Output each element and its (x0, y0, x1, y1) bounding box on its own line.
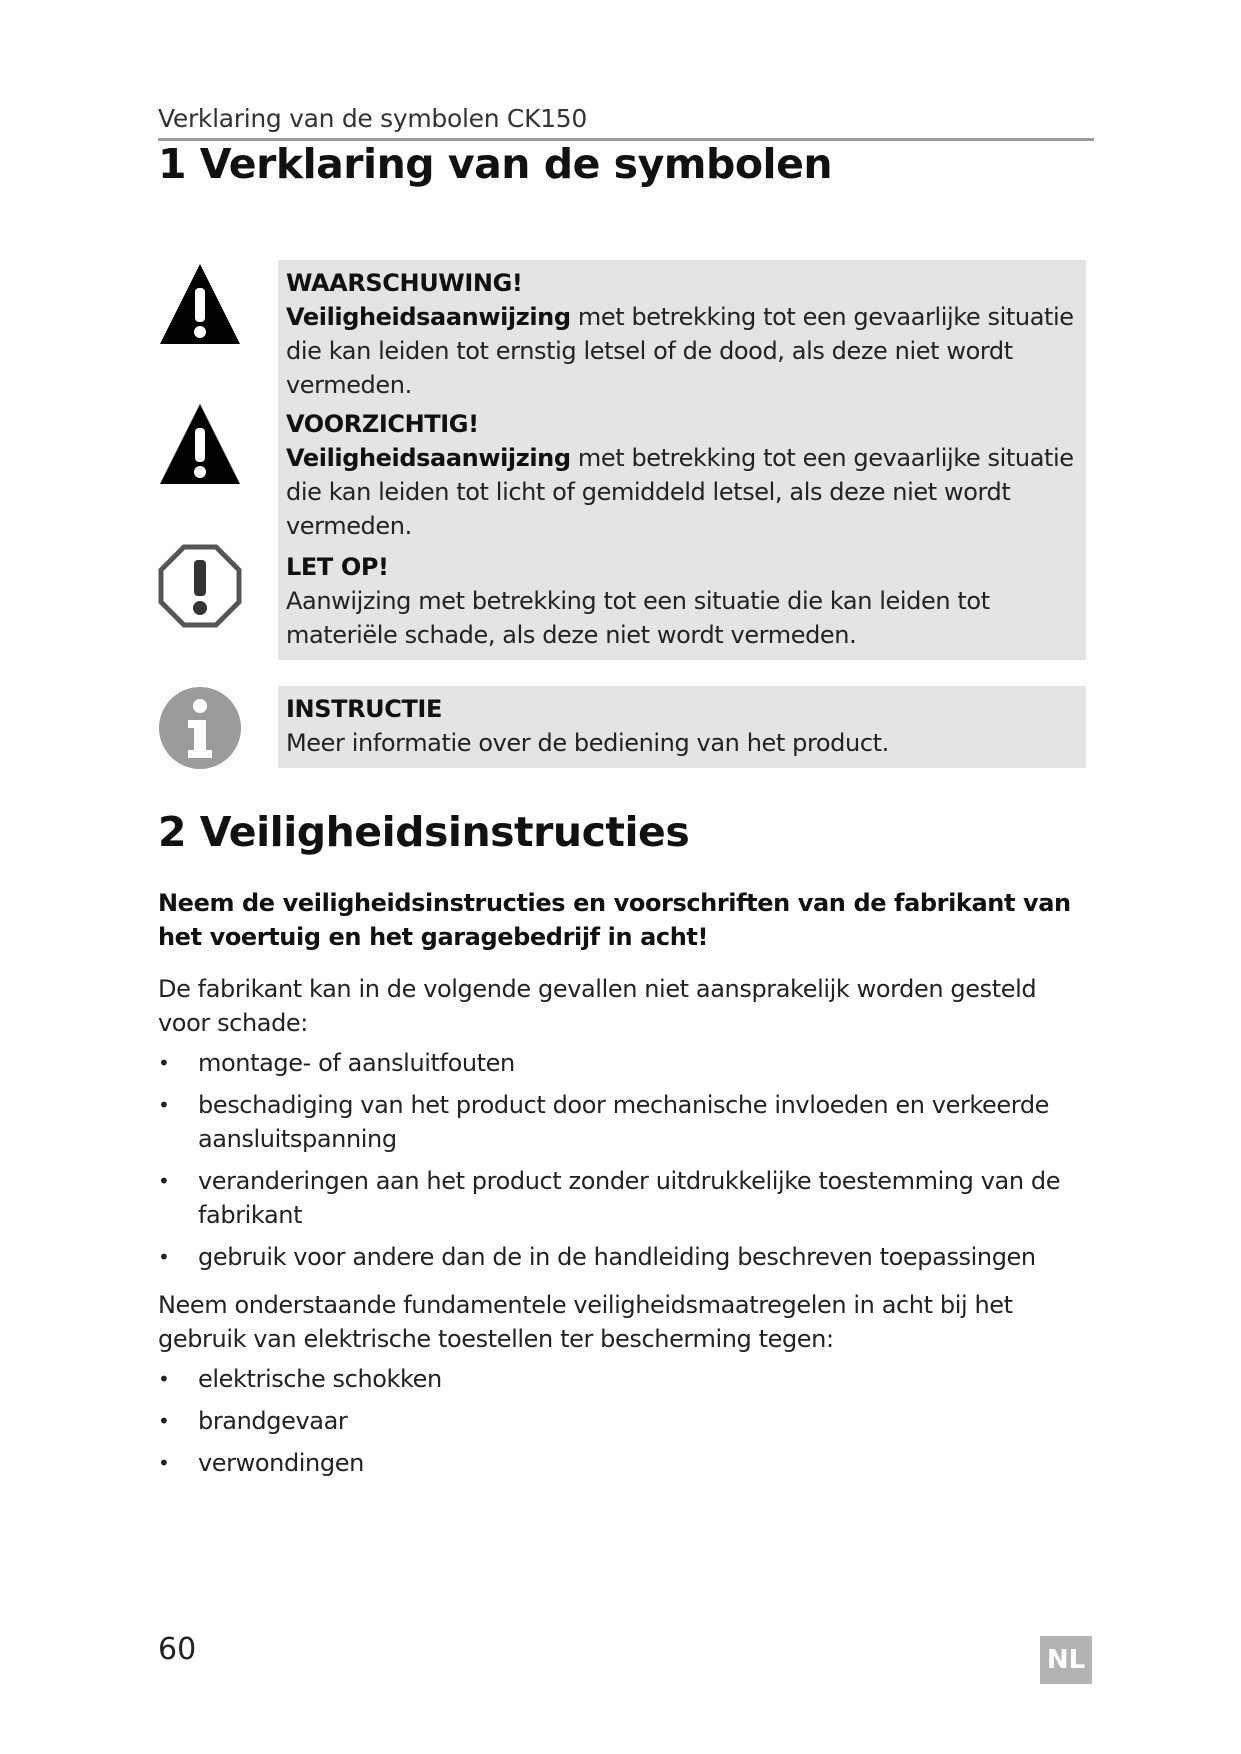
info-title: INSTRUCTIE (286, 695, 442, 723)
list-item: • gebruik voor andere dan de in de handleiding beschreven toepassingen (158, 1243, 1036, 1271)
liability-intro: De fabrikant kan in de volgende gevallen niet aansprakelijk worden gesteld voor schade: (158, 975, 1037, 1037)
list-item: • verwondingen (158, 1449, 364, 1477)
notice-title: LET OP! (286, 553, 389, 581)
list-item-text: beschadiging van het product door mechanische invloeden en verkeerde aansluitspanning (198, 1091, 1050, 1153)
caution-bold-lead: Veiligheidsaanwijzing (286, 444, 571, 472)
info-text: Meer informatie over de bediening van het product. (286, 729, 889, 757)
caution-body: met betrekking tot een gevaarlijke situatie die kan leiden tot licht of gemiddeld letsel, als deze niet wordt vermeden. (286, 444, 1074, 540)
info-box (278, 686, 1086, 768)
section-2-heading: 2 Veiligheidsinstructies (158, 808, 690, 856)
safety-intro: Neem onderstaande fundamentele veiligheidsmaatregelen in acht bij het gebruik van elektrische toestellen ter bescherming tegen: (158, 1291, 1013, 1353)
list-item: • beschadiging van het product door mechanische invloeden en verkeerde aansluitspanning (158, 1091, 1050, 1153)
caution-triangle-icon (158, 402, 242, 486)
section-1-heading: 1 Verklaring van de symbolen (158, 140, 833, 188)
warning-title: WAARSCHUWING! (286, 269, 523, 297)
running-header: Verklaring van de symbolen CK150 (158, 102, 1094, 141)
warning-box (278, 260, 1086, 410)
list-item-text: gebruik voor andere dan de in de handleiding beschreven toepassingen (198, 1243, 1036, 1271)
page-number: 60 (158, 1632, 197, 1667)
warning-body: met betrekking tot een gevaarlijke situatie die kan leiden tot ernstig letsel of de dood, als deze niet wordt vermeden. (286, 303, 1074, 399)
list-item-text: brandgevaar (198, 1407, 348, 1435)
section-2-lead: Neem de veiligheidsinstructies en voorschriften van de fabrikant van het voertuig en het garagebedrijf in acht! (158, 889, 1071, 951)
list-item: • elektrische schokken (158, 1365, 442, 1393)
notice-box (278, 544, 1086, 660)
list-item: • veranderingen aan het product zonder uitdrukkelijke toestemming van de fabrikant (158, 1167, 1061, 1229)
notice-text: Aanwijzing met betrekking tot een situatie die kan leiden tot materiële schade, als deze niet wordt vermeden. (286, 587, 990, 649)
list-item-text: veranderingen aan het product zonder uitdrukkelijke toestemming van de fabrikant (198, 1167, 1061, 1229)
caution-title: VOORZICHTIG! (286, 410, 479, 438)
warning-bold-lead: Veiligheidsaanwijzing (286, 303, 571, 331)
list-item-text: montage- of aansluitfouten (198, 1049, 515, 1077)
list-item: • brandgevaar (158, 1407, 348, 1435)
list-item-text: verwondingen (198, 1449, 364, 1477)
notice-octagon-icon (158, 544, 242, 628)
safety-list (158, 1362, 1094, 1488)
list-item-text: elektrische schokken (198, 1365, 442, 1393)
info-circle-icon (158, 686, 242, 770)
caution-text (286, 444, 1074, 540)
language-badge: NL (1040, 1636, 1092, 1684)
caution-box (278, 401, 1086, 551)
warning-triangle-icon (158, 262, 242, 346)
liability-list (158, 1046, 1094, 1282)
list-item: • montage- of aansluitfouten (158, 1049, 515, 1077)
warning-text (286, 303, 1074, 399)
